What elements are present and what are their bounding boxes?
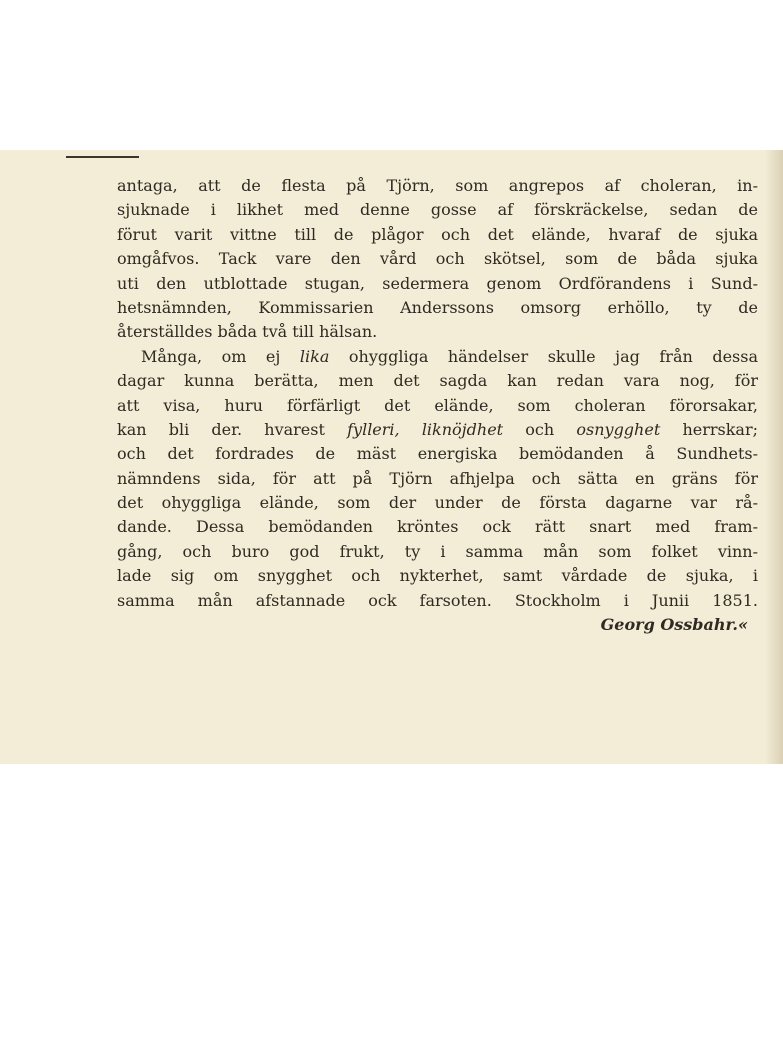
text-line-15: dande. Dessa bemödanden kröntes ock rätt snart med fram- [117,517,758,537]
signature: Georg Ossbahr.« [600,615,748,635]
text-line-3: förut varit vittne till de plågor och det elände, hvaraf de sjuka [117,224,758,244]
text-line-10: att visa, huru förfärligt det elände, som choleran förorsakar, [117,395,758,415]
section-rule [66,156,139,158]
italic-fylleri: fylleri, liknöjdhet [347,419,504,439]
italic-osnygghet: osnygghet [576,419,661,439]
italic-lika: lika [299,346,330,366]
body-text [117,174,758,637]
text-line-13: nämndens sida, för att på Tjörn afhjelpa och sätta en gräns för [117,468,758,488]
text-line-8: Många, om ej lika ohyggliga händelser skulle jag från dessa [141,346,758,366]
text-line-18: samma mån afstannade ock farsoten. Stockholm i Junii 1851. [117,590,758,610]
page-edge-shadow [765,150,783,764]
text-line-7: återställdes båda två till hälsan. [117,322,378,342]
text-line-5: uti den utblottade stugan, sedermera genom Ordförandens i Sund- [117,273,758,293]
book-page [0,150,783,764]
text-line-1: antaga, att de flesta på Tjörn, som angrepos af choleran, in- [117,176,758,195]
text-line-17: lade sig om snygghet och nykterhet, samt vårdade de sjuka, i [117,566,758,586]
text-line-12: och det fordrades de mäst energiska bemödanden å Sundhets- [117,444,758,464]
text-line-11: kan bli der. hvarest fylleri, liknöjdhet och osnygghet herrskar; [117,419,758,439]
text-line-2: sjuknade i likhet med denne gosse af förskräckelse, sedan de [117,200,758,220]
text-line-4: omgåfvos. Tack vare den vård och skötsel, som de båda sjuka [117,249,758,269]
text-line-9: dagar kunna berätta, men det sagda kan redan vara nog, för [117,371,758,391]
text-line-16: gång, och buro god frukt, ty i samma mån som folket vinn- [117,541,758,561]
text-line-14: det ohyggliga elände, som der under de första dagarne var rå- [117,493,758,513]
text-line-6: hetsnämnden, Kommissarien Anderssons omsorg erhöllo, ty de [117,297,758,317]
